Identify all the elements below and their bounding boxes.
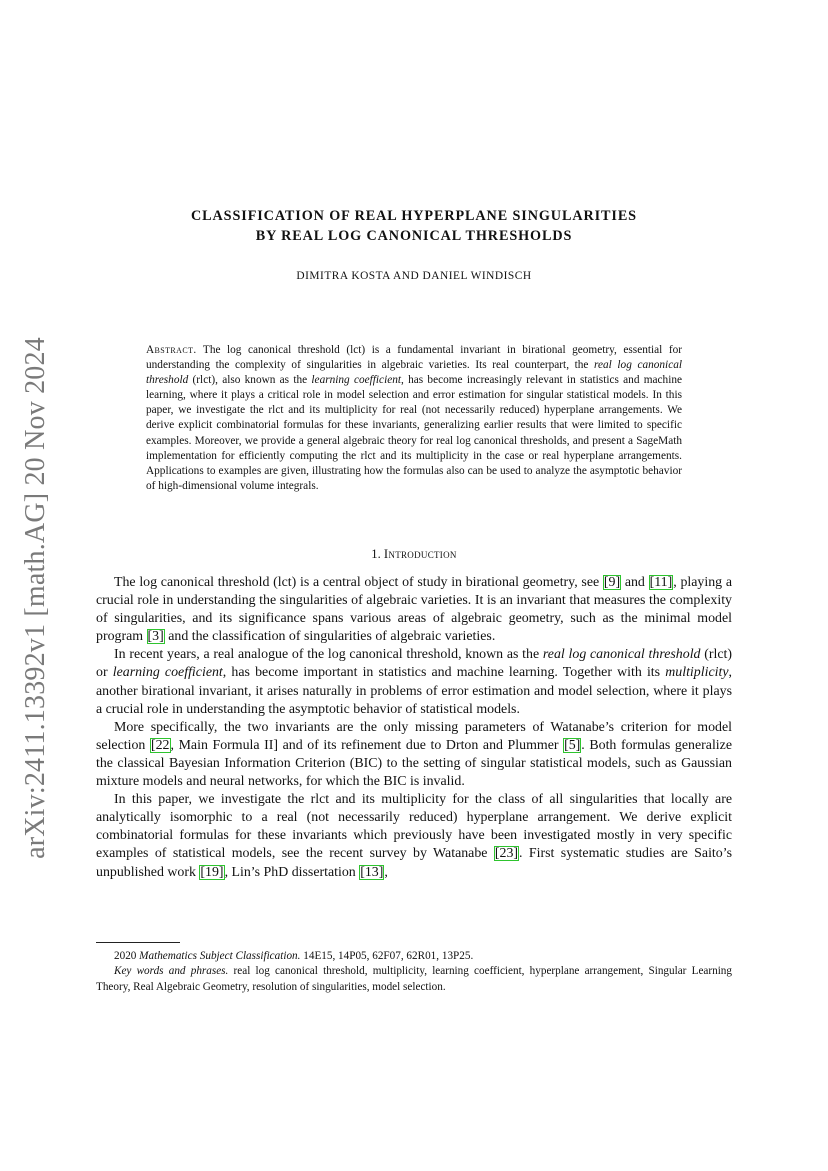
text-run: . First systematic studies are Saito’s unpublished work xyxy=(96,846,733,880)
citation-link[interactable]: [11] xyxy=(649,575,673,590)
abstract-text: The log canonical threshold (lct) is a fundamental invariant in birational geometry, essential for understanding the complexity of singularities in algebraic varieties. Its real counterpart, the xyxy=(146,344,682,372)
paper-title xyxy=(96,206,732,246)
text-run: , another birational invariant, it arises naturally in problems of error estimation and model selection, where it plays a crucial role in understanding the asymptotic behavior of statistical models. xyxy=(96,665,732,717)
emphasis: learning coefficient xyxy=(112,665,223,681)
footnote-classification xyxy=(96,949,732,964)
text-run: More specifically, the two invariants are the only missing parameters of Watanabe’s criterion for model selection xyxy=(96,719,732,753)
title-line-2: BY REAL LOG CANONICAL THRESHOLDS xyxy=(255,228,573,244)
abstract-text: (rlct), also known as the xyxy=(188,374,312,387)
citation-link[interactable]: [22 xyxy=(150,737,170,753)
text-run: real log canonical threshold, multiplicity, learning coefficient, hyperplane arrangement, Singular Learning Theory, Real Algebraic Geometry, resolution of singularities, model selection. xyxy=(96,965,732,993)
paper-authors: DIMITRA KOSTA AND DANIEL WINDISCH xyxy=(296,270,532,282)
abstract xyxy=(146,343,682,494)
paragraph-1 xyxy=(96,574,732,646)
text-run: , xyxy=(384,864,388,880)
emphasis: Key words and phrases. xyxy=(114,965,229,978)
text-run: (rlct) or xyxy=(96,647,733,681)
text-run: and the classification of singularities of algebraic varieties. xyxy=(164,629,496,645)
paragraph-3 xyxy=(96,719,732,791)
citation-link[interactable]: [3] xyxy=(147,629,164,645)
text-run: , has become important in statistics and machine learning. Together with its xyxy=(222,665,666,681)
body-text xyxy=(96,574,732,882)
abstract-heading: Abstract. xyxy=(146,344,197,356)
citation-link[interactable]: [13] xyxy=(360,864,384,880)
emphasis: real log canonical threshold xyxy=(542,647,701,663)
citation-link[interactable]: [23] xyxy=(494,846,519,862)
paragraph-4 xyxy=(96,791,732,881)
title-line-1: CLASSIFICATION OF REAL HYPERPLANE SINGULARITIES xyxy=(191,208,637,224)
text-run: . Both formulas generalize the classical Bayesian Information Criterion (BIC) to the setting of singular statistical models, such as Gaussian mixture models and neural networks, for which the BIC is invalid. xyxy=(96,737,732,790)
text-run: , Lin’s PhD dissertation xyxy=(224,864,360,880)
text-run: 14E15, 14P05, 62F07, 62R01, 13P25. xyxy=(300,950,474,962)
text-run: and xyxy=(621,575,649,590)
text-run: , Main Formula II] and of its refinement due to Drton and Plummer xyxy=(170,737,564,753)
text-run: In this paper, we investigate the rlct and its multiplicity for the class of all singularities that locally are analytically isomorphic to a real (not necessarily reduced) hyperplane arrangement. We derive explicit combinatorial formulas for these invariants which previously have been investigated mostly in very specific examples of statistical models, see the recent survey by Watanabe xyxy=(96,792,732,862)
abstract-text: , has become increasingly relevant in statistics and machine learning, where it plays a critical role in model selection and error estimation for singular statistical models. In this paper, we investigate the rlct and its multiplicity for real (not necessarily reduced) hyperplane arrangements. We derive explicit combinatorial formulas for these invariants, generalizing earlier results that were limited to specific examples. Moreover, we provide a general algebraic theory for real log canonical thresholds, and present a SageMath implementation for efficiently computing the rlct and its multiplicity in the case or real hyperplane arrangements. Applications to examples are given, illustrating how the formulas also can be used to analyze the asymptotic behavior of high-dimensional volume integrals. xyxy=(146,374,682,492)
citation-link[interactable]: [5] xyxy=(564,737,581,753)
emphasis: Mathematics Subject Classification. xyxy=(139,950,301,962)
footnotes xyxy=(96,949,732,995)
text-run: , playing a crucial role in understanding the singularities of algebraic varieties. It is an invariant that measures the complexity of singularities, and its significance spans various areas of algebraic geometry, such as the minimal model program xyxy=(96,575,733,645)
text-run: The log canonical threshold (lct) is a central object of study in birational geometry, see xyxy=(114,575,603,590)
abstract-emphasis: real log canonical threshold xyxy=(146,359,682,387)
abstract-emphasis: learning coefficient xyxy=(311,374,402,387)
section-number: 1. xyxy=(371,547,381,561)
footnote-divider xyxy=(96,942,180,943)
text-run: In recent years, a real analogue of the log canonical threshold, known as the xyxy=(114,647,543,663)
paragraph-2 xyxy=(96,646,732,718)
citation-link[interactable]: [19] xyxy=(200,864,224,880)
arxiv-identifier: arXiv:2411.13392v1 [math.AG] 20 Nov 2024 xyxy=(20,337,51,859)
section-heading xyxy=(96,547,732,562)
section-title: Introduction xyxy=(383,547,457,561)
citation-link[interactable]: [9] xyxy=(603,575,621,590)
emphasis: multiplicity xyxy=(665,665,729,681)
footnote-keywords xyxy=(96,964,732,995)
arxiv-sidebar xyxy=(0,0,72,1171)
text-run: 2020 xyxy=(114,950,140,962)
